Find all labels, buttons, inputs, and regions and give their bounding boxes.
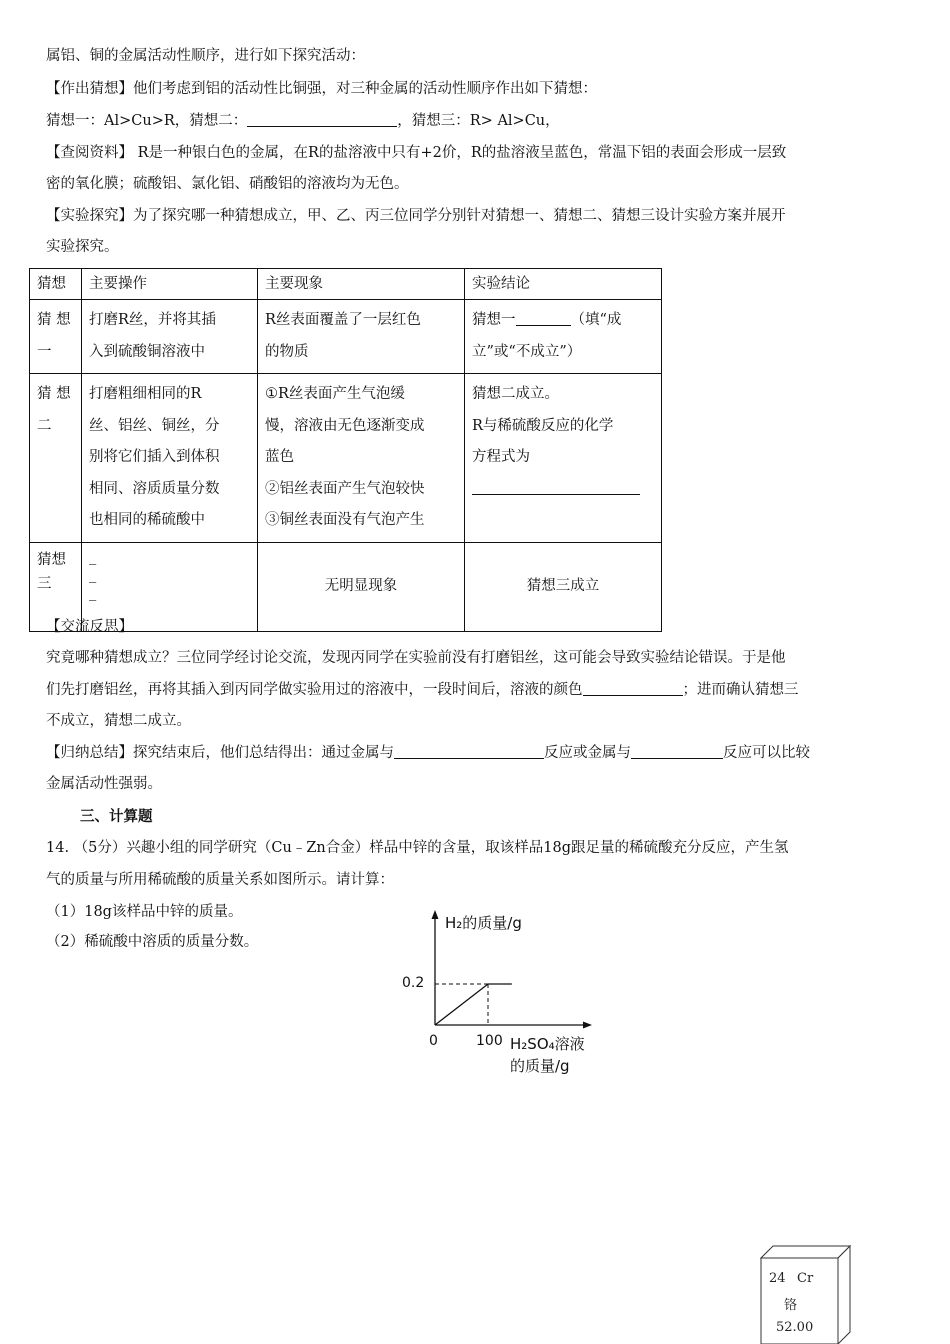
cell-line: 别将它们插入到体积 [89, 449, 220, 465]
cell-line: 打磨R丝，并将其插 [89, 312, 216, 328]
guess-cell [30, 374, 82, 543]
conclusion-cell [465, 374, 662, 543]
operation-cell [82, 374, 258, 543]
cell-line: 二 [37, 417, 52, 434]
text-line: 【作出猜想】他们考虑到铝的活动性比铜强，对三种金属的活动性顺序作出如下猜想： [46, 81, 597, 97]
x-tick-label: 0 [429, 1033, 438, 1049]
text-segment: ，猜想三：R> Al>Cu， [397, 113, 560, 129]
text-segment: 猜想一 [472, 312, 516, 328]
x-axis-label [510, 1033, 585, 1077]
cell-line: R与稀硫酸反应的化学 [472, 417, 614, 434]
cell-line: ②铝丝表面产生气泡较快 [265, 480, 425, 497]
element-name: 铬 [784, 1298, 798, 1313]
question-item: （2）稀硫酸中溶质的质量分数。 [46, 934, 259, 950]
cell-line: 的物质 [265, 343, 309, 360]
header-cell: 主要现象 [258, 269, 465, 300]
cell-line: 立”或“不成立”） [472, 343, 582, 360]
cell-line: 慢，溶液由无色逐渐变成 [265, 417, 425, 434]
cell-line: R丝表面覆盖了一层红色 [265, 312, 421, 328]
text-segment: （填“成 [570, 312, 622, 328]
y-tick-label: 0.2 [402, 975, 425, 991]
x-tick-label: 100 [476, 1033, 503, 1049]
series-line [435, 984, 512, 1025]
text-line: 金属活动性强弱。 [46, 776, 162, 792]
cell-line: 方程式为 [472, 449, 530, 465]
cell-line: 猜想 [37, 551, 66, 568]
cell-line: 一 [37, 343, 52, 360]
operation-cell [82, 300, 258, 374]
element-mass: 52.00 [776, 1320, 814, 1335]
text-line [46, 743, 810, 763]
text-line: 不成立，猜想二成立。 [46, 713, 191, 729]
question-text: 气的质量与所用稀硫酸的质量关系如图所示。请计算： [46, 872, 394, 888]
text-segment: 反应或金属与 [544, 745, 631, 761]
question-text: 14. （5分）兴趣小组的同学研究（Cu﹣Zn合金）样品中锌的含量，取该样品18g跟足量的稀硫酸充分反应，产生氢 [46, 840, 789, 856]
text-line: 究竟哪种猜想成立？三位同学经讨论交流，发现丙同学在实验前没有打磨铝丝，这可能会导致实验结论错误。于是他 [46, 650, 786, 666]
cell-line: 丝、铝丝、铜丝，分 [89, 417, 220, 434]
cell-line: ③铜丝表面没有气泡产生 [265, 512, 425, 528]
cell-line: _ [89, 548, 97, 565]
cell-line: 猜 想 [37, 312, 71, 328]
text-line: 【查阅资料】 R是一种银白色的金属，在R的盐溶液中只有+2价，R的盐溶液呈蓝色，常温下铝的表面会形成一层致 [46, 145, 787, 161]
table-header-row [30, 269, 662, 300]
x-axis-arrow [583, 1022, 592, 1029]
text-line: 【实验探究】为了探究哪一种猜想成立，甲、乙、丙三位同学分别针对猜想一、猜想二、猜想三设计实验方案并展开 [46, 208, 786, 224]
answer-blank [516, 310, 571, 326]
answer-blank [472, 479, 640, 495]
x-axis-label-line: H₂SO₄溶液 [510, 1035, 585, 1053]
answer-blank [247, 111, 397, 127]
table-row [30, 300, 662, 374]
experiment-table [29, 268, 662, 632]
cell-line: 蓝色 [265, 449, 294, 465]
cell-line: ①R丝表面产生气泡缓 [265, 386, 405, 402]
cell-line: 打磨粗细相同的R [89, 386, 202, 402]
phenomenon-cell [258, 300, 465, 374]
header-cell: 主要操作 [82, 269, 258, 300]
cell-line: 猜想二成立。 [472, 386, 559, 402]
answer-blank [583, 680, 683, 696]
cell-line: 也相同的稀硫酸中 [89, 512, 205, 528]
question-item: （1）18g该样品中锌的质量。 [46, 904, 243, 920]
answer-blank [631, 743, 723, 759]
text-line: 密的氧化膜；硫酸铝、氯化铝、硝酸铝的溶液均为无色。 [46, 176, 409, 192]
cell-line: _ [89, 566, 97, 583]
cell-line [472, 305, 654, 337]
phenomenon-cell: 无明显现象 [258, 542, 465, 631]
element-symbol: Cr [797, 1271, 814, 1286]
cell-line: 猜 想 [37, 386, 71, 402]
header-cell: 猜想 [30, 269, 82, 300]
text-segment: 【归纳总结】探究结束后，他们总结得出：通过金属与 [46, 745, 394, 761]
text-line: 实验探究。 [46, 239, 119, 255]
cell-line: 入到硫酸铜溶液中 [89, 343, 205, 360]
x-axis-label-line: 的质量/g [510, 1057, 570, 1075]
card-side-face [838, 1246, 850, 1344]
cell-line: _ [89, 584, 97, 601]
conclusion-cell: 猜想三成立 [465, 542, 662, 631]
conclusion-cell [465, 300, 662, 374]
cell-line: 三 [37, 575, 52, 592]
card-top-face [761, 1246, 850, 1258]
table-row [30, 374, 662, 543]
header-cell: 实验结论 [465, 269, 662, 300]
text-segment: 反应可以比较 [723, 745, 810, 761]
answer-blank [394, 743, 544, 759]
text-line [46, 111, 560, 131]
text-segment: ；进而确认猜想三 [682, 682, 799, 698]
text-segment: 猜想一：Al>Cu>R，猜想二： [46, 113, 248, 129]
cell-line [472, 474, 654, 506]
text-line [46, 680, 799, 700]
cell-line: 相同、溶质质量分数 [89, 480, 220, 497]
text-segment: 们先打磨铝丝，再将其插入到丙同学做实验用过的溶液中，一段时间后，溶液的颜色 [46, 682, 583, 698]
section-heading: 三、计算题 [80, 808, 153, 825]
element-number: 24 [769, 1271, 786, 1286]
y-axis-arrow [432, 910, 439, 919]
text-line: 属铝、铜的金属活动性顺序，进行如下探究活动： [46, 48, 365, 64]
phenomenon-cell [258, 374, 465, 543]
y-axis-label: H₂的质量/g [445, 914, 522, 932]
guess-cell [30, 300, 82, 374]
text-line: 【交流反思】 [46, 619, 133, 635]
